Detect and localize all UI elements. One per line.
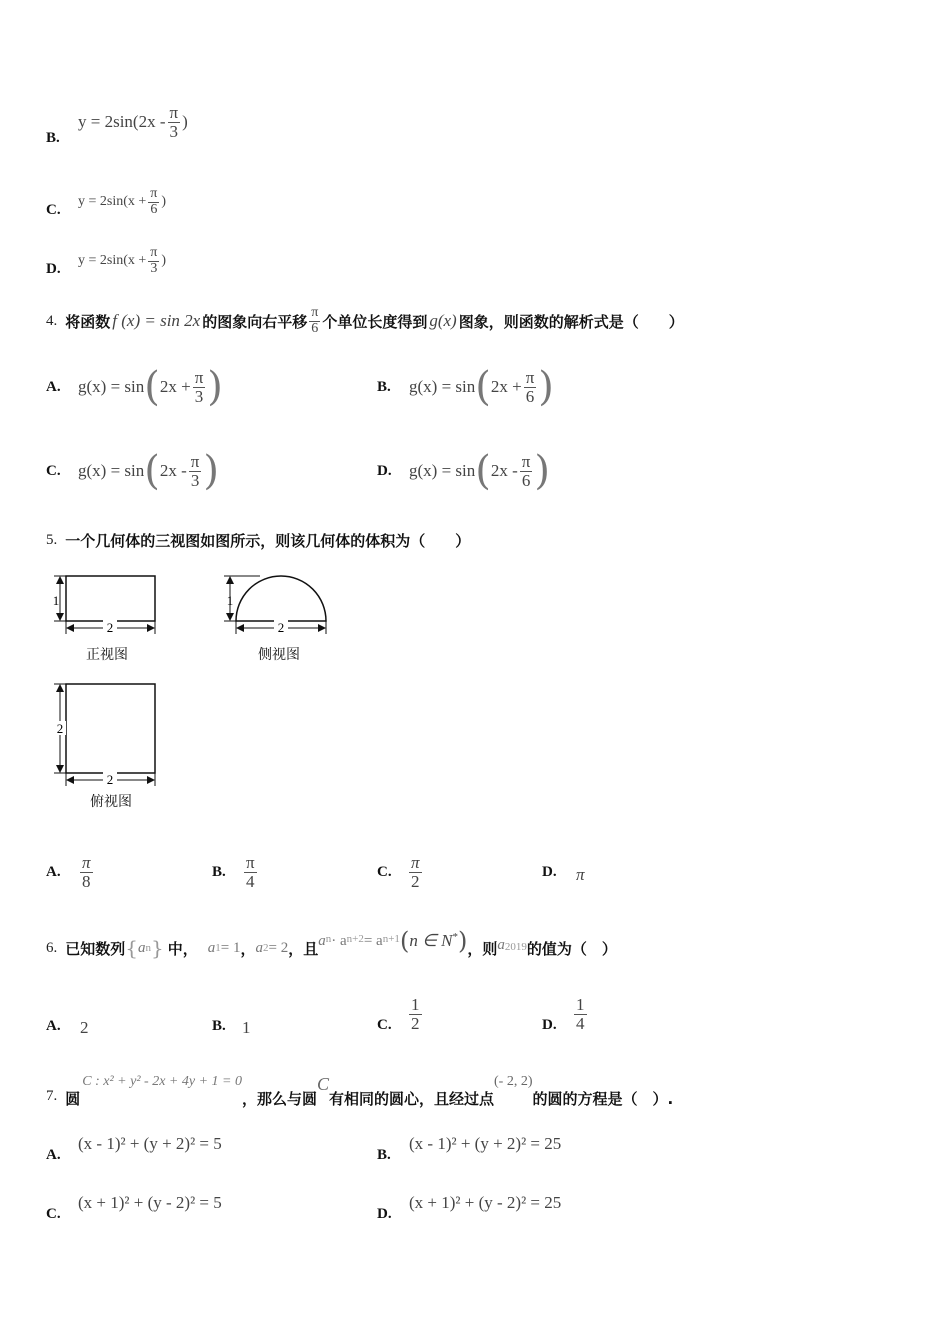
fraction-denominator: 6 bbox=[311, 320, 319, 336]
fraction-denominator: 3 bbox=[194, 386, 204, 406]
option-label: B. bbox=[377, 378, 391, 395]
q5-option-c[interactable] bbox=[377, 850, 424, 894]
formula-text: a bbox=[255, 939, 263, 956]
formula-text: ) bbox=[182, 112, 188, 132]
q3-option-c-formula bbox=[78, 187, 166, 217]
option-label: D. bbox=[542, 863, 557, 880]
option-label: B. bbox=[212, 1017, 226, 1034]
fraction-numerator: π bbox=[150, 245, 158, 260]
option-label: B. bbox=[212, 863, 226, 880]
formula-text: (x + 1)² + (y - 2)² = 25 bbox=[409, 1193, 562, 1212]
formula-text: g(x) = sin bbox=[78, 461, 145, 480]
formula-text: g(x) = sin bbox=[78, 377, 145, 396]
formula-text: ) bbox=[161, 253, 167, 269]
formula-text: = 1 bbox=[220, 939, 241, 956]
formula-text: g(x) bbox=[429, 311, 457, 331]
question-text: ，那么与圆 bbox=[241, 1090, 317, 1108]
formula-text: a bbox=[138, 939, 146, 956]
question-text: 将函数 bbox=[65, 312, 111, 331]
q7-stem bbox=[46, 1074, 673, 1108]
fraction-denominator: 8 bbox=[82, 871, 91, 891]
formula-subscript: n+1 bbox=[382, 932, 400, 945]
question-number: 6. bbox=[46, 939, 58, 956]
q6-option-c[interactable] bbox=[377, 990, 424, 1038]
question-text: 圆 bbox=[65, 1090, 81, 1108]
formula-subscript: n bbox=[145, 942, 151, 954]
question-number: 7. bbox=[46, 1088, 58, 1104]
fraction-numerator: π bbox=[82, 852, 91, 872]
option-label: D. bbox=[377, 1206, 392, 1222]
q7-option-c[interactable] bbox=[46, 1193, 222, 1227]
question-text: 的值为（ ） bbox=[526, 939, 617, 958]
option-label: C. bbox=[46, 1206, 61, 1222]
fraction-denominator: 3 bbox=[190, 470, 200, 490]
fraction-denominator: 3 bbox=[150, 260, 158, 276]
formula-text: = 2 bbox=[268, 939, 289, 956]
top-height-label: 2 bbox=[56, 721, 64, 736]
formula-text: n ∈ N bbox=[409, 931, 453, 950]
option-label: A. bbox=[46, 1147, 61, 1163]
option-value: 2 bbox=[80, 1018, 89, 1037]
option-value: π bbox=[576, 865, 585, 884]
option-label: A. bbox=[46, 863, 61, 880]
formula-text: g(x) = sin bbox=[409, 461, 476, 480]
option-label: B. bbox=[46, 130, 60, 146]
option-label: C. bbox=[46, 462, 61, 479]
formula-text: y = 2sin(x + bbox=[78, 253, 147, 269]
question-text: ，则 bbox=[467, 939, 498, 958]
formula-text: g(x) = sin bbox=[409, 377, 476, 396]
fraction-denominator: 2 bbox=[411, 1013, 420, 1033]
question-text: 图象，则函数的解析式是（ ） bbox=[458, 312, 684, 331]
fraction-denominator: 2 bbox=[411, 871, 420, 891]
fraction-numerator: π bbox=[521, 451, 531, 471]
q5-option-d[interactable] bbox=[542, 850, 585, 894]
question-text: 中， bbox=[167, 939, 198, 958]
q4-option-b[interactable]: B. g(x) = sin ( 2x + $\frac{\pi}{6}$ ) bbox=[377, 364, 554, 410]
front-height-label: 1 bbox=[52, 593, 60, 608]
fraction-numerator: π bbox=[411, 852, 420, 872]
q5-option-b[interactable] bbox=[212, 850, 259, 894]
fraction-numerator: π bbox=[246, 852, 255, 872]
formula-text: 2x + bbox=[159, 377, 191, 396]
formula-text: (x - 1)² + (y + 2)² = 5 bbox=[78, 1134, 222, 1153]
formula-text: f (x) = sin 2x bbox=[112, 311, 201, 331]
q4-option-a[interactable]: A. g(x) = sin ( 2x + $\frac{\pi}{3}$ ) bbox=[46, 364, 223, 410]
fraction-denominator: 4 bbox=[246, 871, 255, 891]
formula-text: y = 2sin(2x - bbox=[78, 112, 166, 132]
formula-text: (- 2, 2) bbox=[494, 1074, 533, 1089]
formula-text: 2x + bbox=[490, 377, 522, 396]
q7-option-a[interactable] bbox=[46, 1134, 222, 1168]
formula-text: a bbox=[207, 939, 216, 956]
fraction-numerator: π bbox=[169, 103, 179, 122]
fraction-denominator: 6 bbox=[525, 386, 535, 406]
option-label: A. bbox=[46, 1017, 61, 1034]
fraction-numerator: π bbox=[311, 305, 319, 320]
fraction-numerator: 1 bbox=[411, 994, 420, 1014]
front-width-label: 2 bbox=[106, 620, 114, 635]
q6-option-d[interactable] bbox=[542, 990, 589, 1038]
fraction-numerator: π bbox=[194, 367, 204, 387]
question-text: 有相同的圆心，且经过点 bbox=[329, 1090, 495, 1108]
fraction-denominator: 6 bbox=[521, 470, 531, 490]
question-number: 5. bbox=[46, 532, 58, 548]
side-view-semicircle bbox=[236, 576, 326, 621]
formula-text: 2x - bbox=[490, 461, 518, 480]
side-height-label: 1 bbox=[226, 593, 234, 608]
q5-stem bbox=[46, 530, 470, 551]
formula-subscript: 2 bbox=[262, 942, 269, 954]
side-view-caption: 侧视图 bbox=[258, 647, 300, 663]
q3-option-d[interactable] bbox=[46, 258, 61, 278]
option-label: B. bbox=[377, 1147, 391, 1163]
q3-option-c[interactable] bbox=[46, 199, 61, 219]
q3-option-b[interactable] bbox=[46, 127, 60, 147]
formula-text: (x + 1)² + (y - 2)² = 5 bbox=[78, 1193, 222, 1212]
formula-subscript: n bbox=[325, 932, 332, 945]
question-text: ，且 bbox=[288, 939, 319, 958]
question-text: 个单位长度得到 bbox=[322, 312, 428, 331]
side-width-label: 2 bbox=[277, 620, 285, 635]
q6-option-b[interactable] bbox=[212, 1012, 251, 1040]
option-label: A. bbox=[46, 378, 61, 395]
question-text: 一个几何体的三视图如图所示，则该几何体的体积为（ ） bbox=[65, 532, 471, 550]
option-label: C. bbox=[377, 1016, 392, 1033]
fraction-denominator: 4 bbox=[576, 1013, 585, 1033]
formula-text: 2x - bbox=[159, 461, 187, 480]
front-view-caption: 正视图 bbox=[86, 647, 128, 663]
formula-superscript: * bbox=[452, 931, 458, 943]
option-label: C. bbox=[377, 863, 392, 880]
fraction-numerator: π bbox=[525, 367, 535, 387]
question-text: 的图象向右平移 bbox=[202, 312, 308, 331]
question-text: 已知数列 bbox=[65, 939, 126, 958]
formula-subscript: 2019 bbox=[504, 941, 527, 953]
q3-option-d-formula bbox=[78, 246, 166, 276]
question-text: 的圆的方程是（ ）. bbox=[532, 1090, 674, 1108]
fraction-denominator: 6 bbox=[150, 201, 158, 217]
formula-subscript: 1 bbox=[215, 942, 221, 954]
top-view-figure bbox=[46, 676, 166, 794]
formula-text: C : x² + y² - 2x + 4y + 1 = 0 bbox=[82, 1074, 242, 1089]
formula-text: = a bbox=[363, 932, 383, 949]
formula-text: C bbox=[316, 1074, 329, 1094]
formula-text: y = 2sin(x + bbox=[78, 194, 147, 210]
formula-text: a bbox=[497, 936, 505, 953]
q7-option-b[interactable] bbox=[377, 1134, 561, 1168]
q6-stem: 6. 已知数列 { a n } 中， a 1 = 1 ， a 2 = 2 ，且 a n · a n+2 = a n+1 ( n ∈ N * ) ，则 a 2019 的值为（ ） bbox=[46, 927, 617, 960]
top-width-label: 2 bbox=[106, 772, 114, 787]
q7-option-d[interactable] bbox=[377, 1193, 561, 1227]
q4-option-d[interactable]: D. g(x) = sin ( 2x - $\frac{\pi}{6}$ ) bbox=[377, 448, 550, 494]
question-text: ， bbox=[240, 939, 256, 958]
q3-option-b-formula bbox=[78, 104, 188, 141]
formula-text: ) bbox=[161, 194, 167, 210]
top-view-caption: 俯视图 bbox=[90, 794, 132, 810]
question-number: 4. bbox=[46, 312, 58, 329]
q5-option-a[interactable] bbox=[46, 850, 95, 894]
q6-option-a[interactable] bbox=[46, 1012, 89, 1040]
fraction-numerator: 1 bbox=[576, 994, 585, 1014]
option-label: D. bbox=[46, 261, 61, 277]
q4-stem bbox=[46, 306, 684, 336]
q4-option-c[interactable]: C. g(x) = sin ( 2x - $\frac{\pi}{3}$ ) bbox=[46, 448, 219, 494]
formula-subscript: n+2 bbox=[346, 932, 364, 945]
option-label: D. bbox=[377, 462, 392, 479]
option-value: 1 bbox=[242, 1018, 251, 1037]
formula-text: (x - 1)² + (y + 2)² = 25 bbox=[409, 1134, 562, 1153]
formula-text: · a bbox=[331, 932, 347, 949]
fraction-denominator: 3 bbox=[169, 121, 179, 141]
top-view-square bbox=[66, 684, 155, 773]
option-label: C. bbox=[46, 202, 61, 218]
formula-text: a bbox=[318, 932, 326, 949]
fraction-numerator: π bbox=[190, 451, 200, 471]
front-view-rectangle bbox=[66, 576, 155, 621]
fraction-numerator: π bbox=[150, 186, 158, 201]
option-label: D. bbox=[542, 1016, 557, 1033]
